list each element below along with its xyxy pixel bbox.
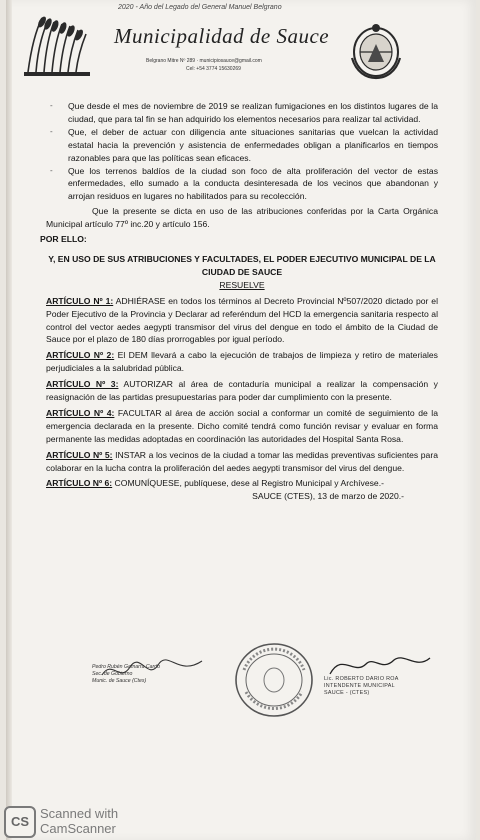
bullet-mark: - (50, 126, 53, 136)
article-1 (46, 295, 438, 347)
resolution-body (40, 100, 438, 503)
article-text: ADHIÉRASE en todos los términos al Decreto Provincial Nº507/2020 dictado por el Poder Ejecutivo de la Provincia y Declarar ad referéndum del HCD la emergencia sanitaria respecto al control del vector aedes aegypti transmisor del virus del dengue en todo el ámbito de la Ciudad de Sauce por el plazo de 180 días prorrogables por igual período. (46, 295, 438, 345)
signature-line: Pedro Rubén Gamarra Cardo (92, 664, 161, 670)
article-text: El DEM llevará a cabo la ejecución de trabajos de limpieza y retiro de materiales perjudiciales a la salubridad pública. (46, 350, 438, 374)
bullet-mark: - (50, 165, 53, 175)
year-motto: 2020 - Año del Legado del General Manuel Belgrano (118, 4, 282, 11)
resuelve-heading: RESUELVE (219, 279, 265, 290)
article-label: ARTÍCULO Nº 4: (46, 407, 115, 418)
coat-of-arms-icon (346, 22, 406, 80)
article-4 (46, 407, 438, 446)
article-label: ARTÍCULO Nº 1: (46, 295, 114, 306)
document-page (6, 0, 476, 840)
watermark-line-2: CamScanner (40, 821, 116, 836)
article-label: ARTÍCULO Nº 6: (46, 478, 113, 489)
considerando-2: - Que, el deber de actuar con diligencia ante situaciones sanitarias que vuelcan la actividad estatal hacia la prevención y asistencia de enfermedades obligan a planificarlos en tiempos razonables para que las políticas sean eficaces. (50, 126, 438, 163)
article-label: ARTÍCULO Nº 3: (46, 379, 119, 390)
article-text: AUTORIZAR al área de contaduría municipal a realizar la compensación y reasignación de las partidas presupuestarias para poder dar cumplimiento con la presente. (46, 379, 438, 403)
considerando-1: - Que desde el mes de noviembre de 2019 se realizan fumigaciones en los distintos lugares de la ciudad, que para tal fin se han adquirido los elementos necesarios para realizar tal actividad. (50, 101, 438, 124)
article-text: FACULTAR al área de acción social a conformar un comité de seguimiento de la emergencia declarada en la presente. Dicho comité tendrá como función revisar y evaluar en forma permanente las medidas adoptadas en coordinación las autoridades del Hospital Santa Rosa. (46, 407, 438, 444)
signature-line: SAUCE - (CTES) (324, 690, 370, 696)
municipal-round-stamp-icon (232, 640, 316, 720)
article-5 (46, 449, 438, 475)
municipality-address: Belgrano Mitre Nº 289 · municipiosauce@gmail.com (146, 58, 262, 64)
left-signature-block (92, 664, 212, 685)
right-signature-block (324, 676, 444, 697)
camscanner-logo-icon: CS (4, 806, 36, 838)
article-text: COMUNÍQUESE, publíquese, dese al Registro Municipal y Archívese.- (112, 478, 384, 489)
municipality-title: Municipalidad de Sauce (114, 24, 330, 48)
por-ello-heading: POR ELLO: (40, 234, 87, 245)
date-line: SAUCE (CTES), 13 de marzo de 2020.- (252, 491, 404, 502)
dictado-paragraph: Que la presente se dicta en uso de las atribuciones conferidas por la Carta Orgánica Municipal artículo 77º inc.20 y artículo 156. (46, 206, 438, 230)
article-6 (46, 477, 438, 490)
signature-line: INTENDENTE MUNICIPAL (324, 683, 395, 689)
page-edge-shadow (6, 0, 12, 840)
article-2 (46, 349, 438, 375)
article-3 (46, 378, 438, 404)
camscanner-watermark (40, 806, 160, 836)
signature-line: Sec. de Gobierno (92, 671, 133, 677)
signature-line: Munic. de Sauce (Ctes) (92, 678, 147, 684)
uso-atribuciones-heading: Y, EN USO DE SUS ATRIBUCIONES Y FACULTADES, EL PODER EJECUTIVO MUNICIPAL DE LA CIUDAD DE SAUCE (48, 253, 436, 277)
municipal-logo-icon (22, 12, 96, 80)
watermark-line-1: Scanned with (40, 806, 119, 821)
considerando-3: - Que los terrenos baldíos de la ciudad son foco de alta proliferación del vector de estas enfermedades, ello sumado a la conducta desinteresada de los vecinos que abandonan y arrojan residuos en lugares no habilitados para su recolección. (50, 165, 438, 202)
article-label: ARTÍCULO Nº 2: (46, 350, 115, 361)
article-text: INSTAR a los vecinos de la ciudad a tomar las medidas preventivas suficientes para colaborar en la lucha contra la proliferación del aedes aegypti transmisor del virus del dengue. (46, 449, 438, 473)
bullet-mark: - (50, 101, 53, 110)
signature-line: Lic. ROBERTO DARIO ROA (324, 676, 399, 682)
municipality-phone: Cel: +54 3774 15630269 (186, 66, 241, 72)
article-label: ARTÍCULO Nº 5: (46, 449, 113, 460)
